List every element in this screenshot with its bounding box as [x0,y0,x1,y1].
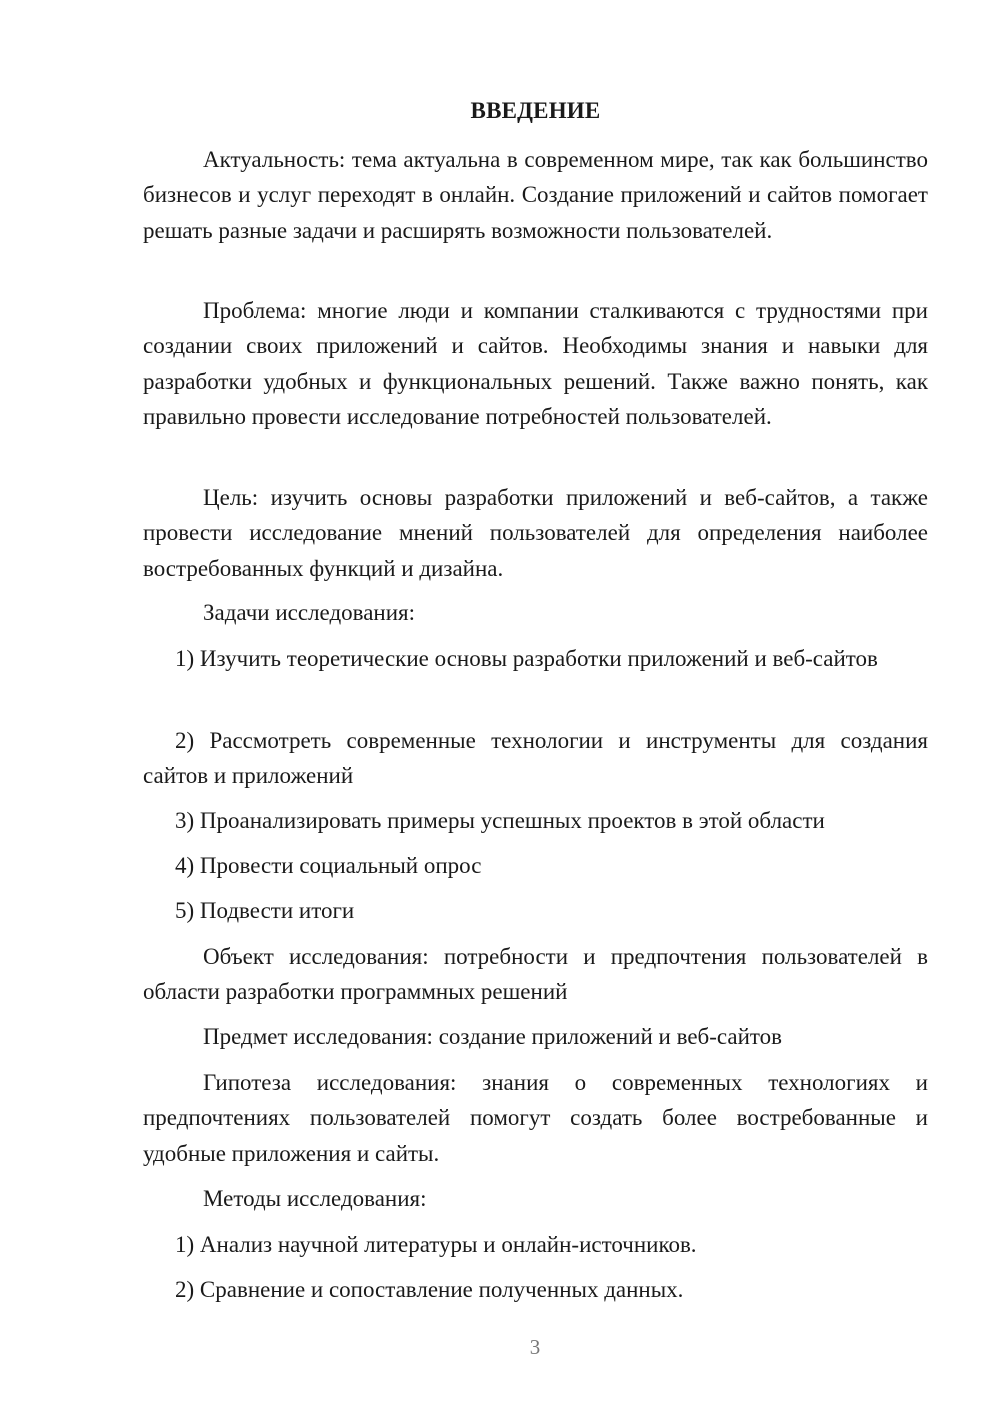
section-heading: ВВЕДЕНИЕ [470,98,601,123]
paragraph-problem: Проблема: многие люди и компании сталкиваются с трудностями при создании своих приложений и сайтов. Необходимы знания и навыки для разработки удобных и функциональных решений. Также важно понять, как правильно провести исследование потребностей пользователей. [143,298,928,429]
task-item-4: 4) Провести социальный опрос [175,853,482,878]
paragraph-relevance: Актуальность: тема актуальна в современном мире, так как большинство бизнесов и услуг переходят в онлайн. Создание приложений и сайтов помогает решать разные задачи и расширять возможности пользователей. [143,147,928,243]
paragraph-goal: Цель: изучить основы разработки приложений и веб-сайтов, а также провести исследование мнений пользователей для определения наиболее востребованных функций и дизайна. [143,485,928,581]
tasks-heading: Задачи исследования: [203,600,416,625]
paragraph-hypothesis: Гипотеза исследования: знания о современных технологиях и предпочтениях пользователей помогут создать более востребованные и удобные приложения и сайты. [143,1070,928,1166]
task-item-5: 5) Подвести итоги [175,898,355,923]
methods-heading: Методы исследования: [203,1186,427,1211]
task-item-3: 3) Проанализировать примеры успешных проектов в этой области [175,808,825,833]
paragraph-subject: Предмет исследования: создание приложений и веб-сайтов [203,1024,783,1049]
paragraph-object: Объект исследования: потребности и предпочтения пользователей в области разработки программных решений [143,944,928,1005]
task-item-1: 1) Изучить теоретические основы разработки приложений и веб-сайтов [175,646,878,671]
page-number: 3 [529,1335,541,1359]
method-item-2: 2) Сравнение и сопоставление полученных данных. [175,1277,684,1302]
task-item-2: 2) Рассмотреть современные технологии и инструменты для создания сайтов и приложений [143,728,928,789]
method-item-1: 1) Анализ научной литературы и онлайн-источников. [175,1232,697,1257]
